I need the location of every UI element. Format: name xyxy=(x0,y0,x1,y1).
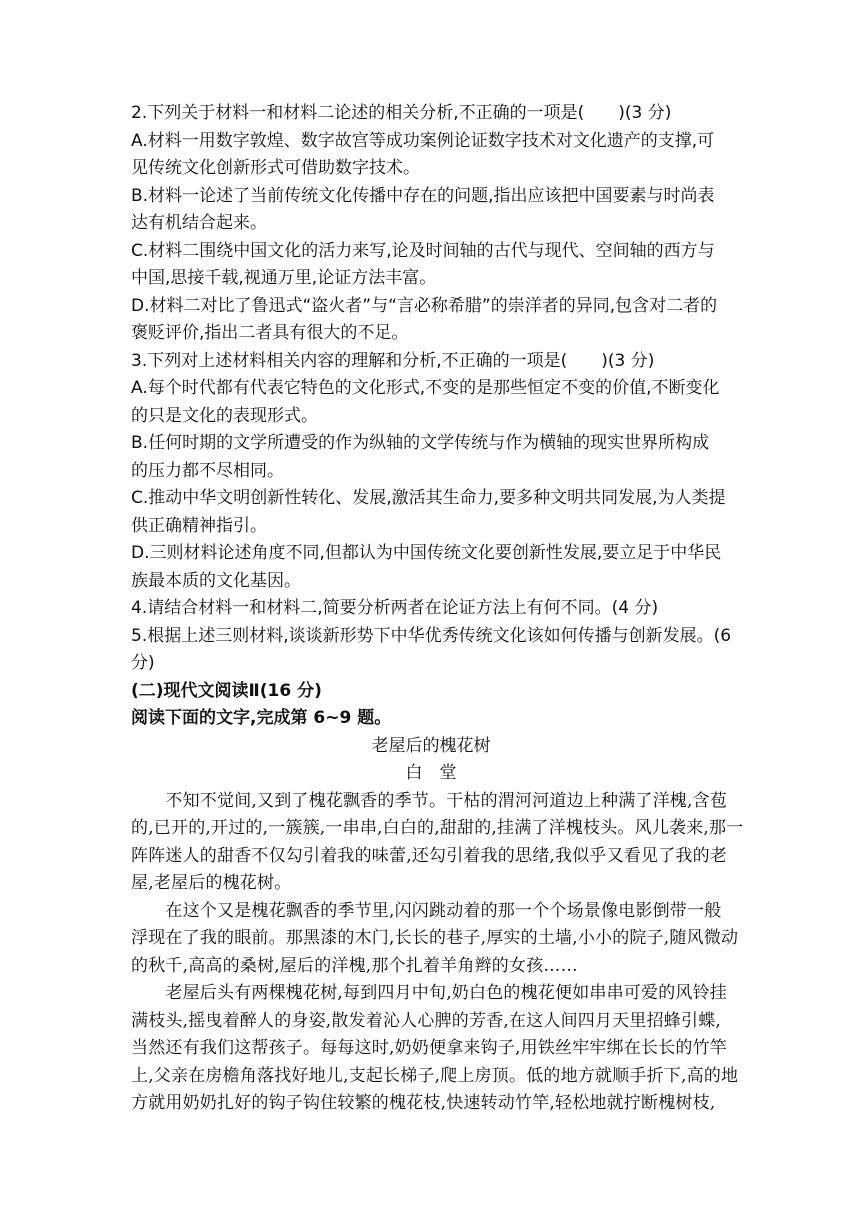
article-line: 的,已开的,开过的,一簇簇,一串串,白白的,甜甜的,挂满了洋槐枝头。风儿袭来,那一 xyxy=(131,818,744,838)
question-3-option-d-cont: 族最本质的文化基因。 xyxy=(131,571,301,591)
question-3-option-d: D.三则材料论述角度不同,但都认为中国传统文化要创新性发展,要立足于中华民 xyxy=(131,543,722,563)
article-line: 老屋后头有两棵槐花树,每到四月中旬,奶白色的槐花便如串串可爱的风铃挂 xyxy=(131,983,728,1003)
question-2-option-b-cont: 达有机结合起来。 xyxy=(131,213,267,233)
question-2-option-a-cont: 见传统文化创新形式可借助数字技术。 xyxy=(131,158,420,178)
question-2-option-d-cont: 褒贬评价,指出二者具有很大的不足。 xyxy=(131,323,409,343)
question-2-option-d: D.材料二对比了鲁迅式“盗火者”与“言必称希腊”的崇洋者的异同,包含对二者的 xyxy=(131,296,718,316)
article-line: 屋,老屋后的槐花树。 xyxy=(131,873,292,893)
question-5: 5.根据上述三则材料,谈谈新形势下中华优秀传统文化该如何传播与创新发展。(6 xyxy=(131,626,732,646)
question-3-option-a-cont: 的只是文化的表现形式。 xyxy=(131,406,318,426)
article-line: 满枝头,摇曳着醉人的身姿,散发着沁人心脾的芳香,在这人间四月天里招蜂引蝶, xyxy=(131,1011,722,1031)
article-line: 上,父亲在房檐角落找好地儿,支起长梯子,爬上房顶。低的地方就顺手折下,高的地 xyxy=(131,1066,739,1086)
question-2-option-c-cont: 中国,思接千载,视通万里,论证方法丰富。 xyxy=(131,268,437,288)
question-2-option-c: C.材料二围绕中国文化的活力来写,论及时间轴的古代与现代、空间轴的西方与 xyxy=(131,241,715,261)
article-title: 老屋后的槐花树 xyxy=(371,736,491,756)
question-4: 4.请结合材料一和材料二,简要分析两者在论证方法上有何不同。(4 分) xyxy=(131,598,659,618)
question-3-option-c: C.推动中华文明创新性转化、发展,激活其生命力,要多种文明共同发展,为人类提 xyxy=(131,488,726,508)
section-instruction: 阅读下面的文字,完成第 6~9 题。 xyxy=(131,708,392,728)
article-author: 白 堂 xyxy=(405,763,457,783)
article-line: 在这个又是槐花飘香的季节里,闪闪跳动着的那一个个场景像电影倒带一般 xyxy=(131,901,722,921)
question-5-cont: 分) xyxy=(131,653,155,673)
question-2-option-b: B.材料一论述了当前传统文化传播中存在的问题,指出应该把中国要素与时尚表 xyxy=(131,186,715,206)
question-3-stem: 3.下列对上述材料相关内容的理解和分析,不正确的一项是( )(3 分) xyxy=(131,351,655,371)
question-2-option-a: A.材料一用数字敦煌、数字故宫等成功案例论证数字技术对文化遗产的支撑,可 xyxy=(131,131,715,151)
article-line: 阵阵迷人的甜香不仅勾引着我的味蕾,还勾引着我的思绪,我似乎又看见了我的老 xyxy=(131,846,728,866)
article-line: 不知不觉间,又到了槐花飘香的季节。干枯的渭河河道边上种满了洋槐,含苞 xyxy=(131,791,728,811)
article-line: 的秋千,高高的桑树,屋后的洋槐,那个扎着羊角辫的女孩…… xyxy=(131,956,578,976)
question-3-option-b: B.任何时期的文学所遭受的作为纵轴的文学传统与作为横轴的现实世界所构成 xyxy=(131,433,710,453)
article-line: 浮现在了我的眼前。那黑漆的木门,长长的巷子,厚实的土墙,小小的院子,随风微动 xyxy=(131,928,739,948)
article-line: 方就用奶奶扎好的钩子钩住较繁的槐花枝,快速转动竹竿,轻松地就拧断槐树枝, xyxy=(131,1093,716,1113)
question-3-option-a: A.每个时代都有代表它特色的文化形式,不变的是那些恒定不变的价值,不断变化 xyxy=(131,378,720,398)
section-heading: (二)现代文阅读Ⅱ(16 分) xyxy=(131,681,322,701)
question-3-option-c-cont: 供正确精神指引。 xyxy=(131,516,267,536)
question-2-stem: 2.下列关于材料一和材料二论述的相关分析,不正确的一项是( )(3 分) xyxy=(131,103,672,123)
question-3-option-b-cont: 的压力都不尽相同。 xyxy=(131,461,284,481)
article-line: 当然还有我们这帮孩子。每每这时,奶奶便拿来钩子,用铁丝牢牢绑在长长的竹竿 xyxy=(131,1038,728,1058)
